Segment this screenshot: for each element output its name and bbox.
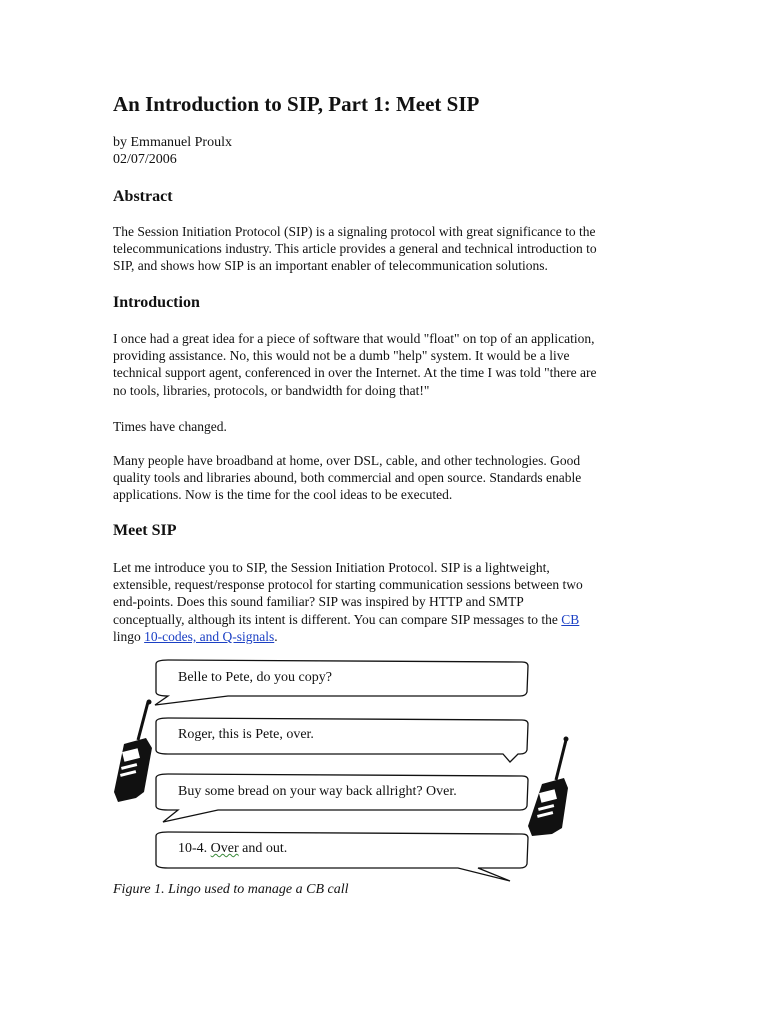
introduction-paragraph-2: Times have changed. — [113, 419, 227, 434]
introduction-paragraph-3: Many people have broadband at home, over DSL, cable, and other technologies. Good quality tools and libraries abound, both commercial and open source. Standards enable applications. Now is the time for the cool ideas to be executed. — [113, 453, 582, 503]
meet-sip-paragraph — [113, 559, 673, 645]
bubble-text-4 — [178, 841, 287, 857]
bubble-text-3: Buy some bread on your way back allright? Over. — [178, 784, 457, 799]
meet-sip-text-mid: lingo — [113, 628, 141, 644]
spellcheck-word: Over — [210, 841, 239, 856]
walkie-talkie-right-icon — [528, 737, 569, 837]
page-title: An Introduction to SIP, Part 1: Meet SIP — [113, 92, 480, 116]
meet-sip-heading: Meet SIP — [113, 522, 177, 539]
abstract-heading: Abstract — [113, 188, 173, 205]
abstract-text: The Session Initiation Protocol (SIP) is a signaling protocol with great significance to the telecommunications industry. This article provides a general and technical introduction to SIP, and shows how SIP is an important enabler of telecommunication solutions. — [113, 224, 597, 274]
introduction-paragraph-1: I once had a great idea for a piece of software that would "float" on top of an application, providing assistance. No, this would not be a dumb "help" system. It would be a live technical support agent, conferenced in over the Internet. At the time I was told "there are no tools, libraries, protocols, or bandwidth for doing that!" — [113, 331, 597, 398]
article-meta — [113, 134, 232, 168]
walkie-talkie-left-icon — [114, 700, 152, 803]
meet-sip-text: Let me introduce you to SIP, the Session Initiation Protocol. SIP is a lightweight, extensible, request/response protocol for starting communication sessions between two end-points. Does this sound familiar? SIP was inspired by HTTP and SMTP conceptually, although its intent is different. You can compare SIP messages to the — [113, 560, 583, 627]
meet-sip-text-end: . — [274, 628, 278, 644]
bubble-text-4-prefix: 10-4. — [178, 841, 211, 856]
cb-call-figure — [108, 652, 588, 888]
introduction-heading: Introduction — [113, 294, 200, 311]
bubble-text-4-suffix: and out. — [238, 841, 288, 856]
publish-date: 02/07/2006 — [113, 152, 177, 167]
byline: by Emmanuel Proulx — [113, 135, 232, 150]
cb-link[interactable]: CB — [561, 611, 580, 627]
figure-caption: Figure 1. Lingo used to manage a CB call — [113, 882, 349, 897]
bubble-text-1: Belle to Pete, do you copy? — [178, 670, 332, 685]
bubble-text-2: Roger, this is Pete, over. — [178, 727, 314, 742]
q-signals-link[interactable]: 10-codes, and Q-signals — [144, 628, 275, 644]
